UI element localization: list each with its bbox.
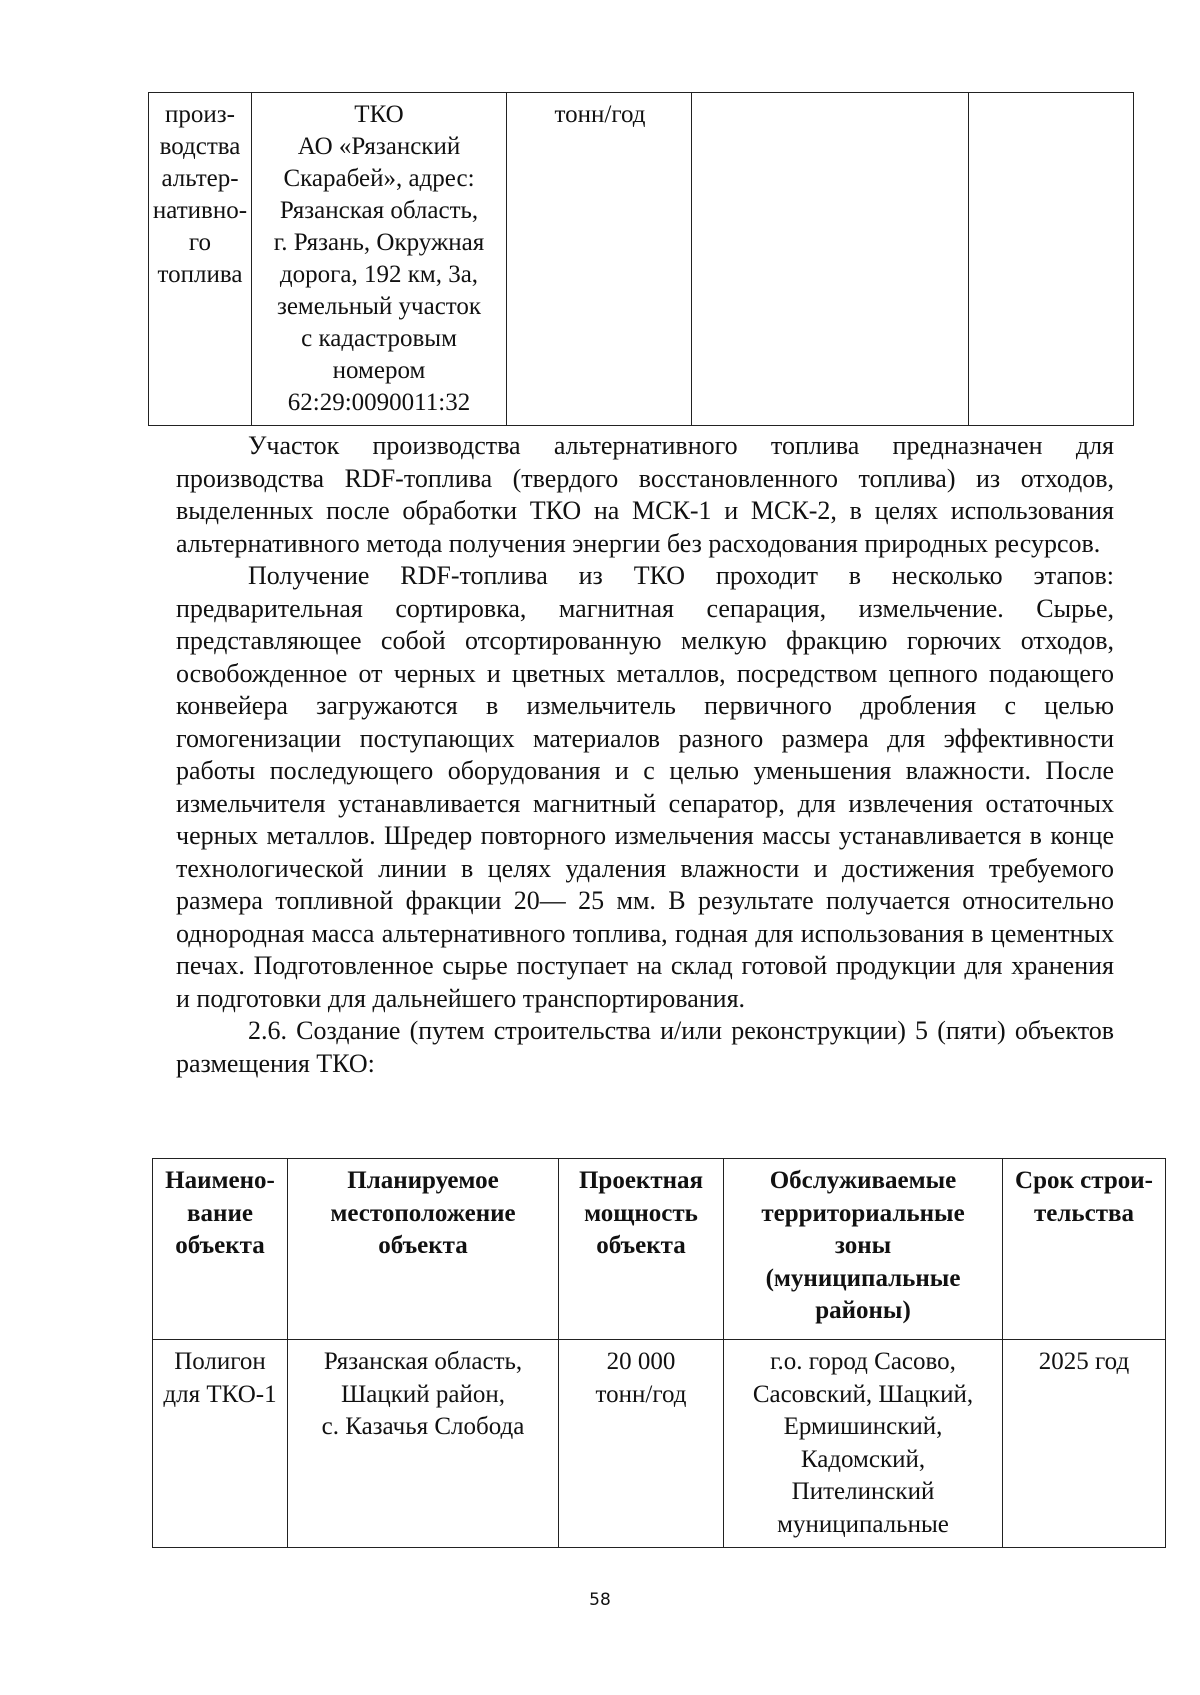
header-text: Обслуживаемые — [769, 1167, 957, 1194]
header-text: мощность — [584, 1199, 698, 1227]
cell-text: Шацкий район, — [341, 1380, 505, 1408]
cell-text: нативно- — [152, 197, 248, 224]
cell-text: го — [188, 229, 212, 256]
cell-text: топлива — [157, 261, 243, 288]
cell-text: дорога, 192 км, 3а, — [279, 261, 479, 288]
empty-cell — [692, 93, 969, 426]
page-number: 58 — [589, 1590, 611, 1610]
header-text: (муниципальные — [765, 1264, 961, 1292]
body-text — [176, 430, 1114, 1080]
empty-cell — [969, 93, 1134, 426]
object-term-cell — [1003, 1340, 1166, 1548]
header-text: объекта — [596, 1232, 686, 1259]
location-cell — [252, 93, 507, 426]
cell-text: Ермишинский, — [783, 1413, 943, 1440]
header-text: территориальные — [761, 1199, 965, 1227]
header-service-zones — [724, 1159, 1003, 1340]
capacity-cell: тонн/год — [507, 93, 692, 426]
header-text: тельства — [1034, 1199, 1134, 1227]
header-object-name — [153, 1159, 288, 1340]
cell-text: АО «Рязанский — [297, 133, 461, 160]
header-capacity — [559, 1159, 724, 1340]
object-zones-cell — [724, 1340, 1003, 1548]
table-row — [149, 93, 1134, 426]
cell-text: с кадастровым — [301, 325, 457, 352]
cell-text: земельный участок — [276, 293, 482, 320]
header-text: зоны — [834, 1232, 892, 1259]
cell-text: Сасовский, Шацкий, — [752, 1380, 974, 1408]
header-text: Планируемое — [347, 1167, 499, 1194]
cell-text: Кадомский, — [800, 1445, 926, 1473]
header-construction-term — [1003, 1159, 1166, 1340]
object-capacity-cell — [559, 1340, 724, 1548]
cell-text: водства — [159, 133, 241, 160]
paragraph-rdf-process: Получение RDF-топлива из ТКО проходит в несколько этапов: предварительная сортировка, магнитная сепарация, измельчение. Сырье, представляющее собой отсортированную мелкую фракцию горючих отходов, освобожденное от черных и цветных металлов, посредством цепного подающего конвейера загружаются в измельчитель первичного дробления с целью гомогенизации поступающих материалов разного размера для эффективности работы последующего оборудования и с целью уменьшения влажности. После измельчителя устанавливается магнитный сепаратор, для извлечения остаточных черных металлов. Шредер повторного измельчения массы устанавливается в конце технологической линии в целях удаления влажности и достижения требуемого размера топливной фракции 20— 25 мм. В результате получается относительно однородная масса альтернативного топлива, годная для использования в цементных печах. Подготовленное сырье поступает на склад готовой продукции для хранения и подготовки для дальнейшего транспортирования. — [176, 561, 1114, 1013]
cell-text: 62:29:0090011:32 — [287, 389, 471, 416]
table-header-row — [153, 1159, 1166, 1340]
header-text: местоположение — [330, 1199, 516, 1227]
cell-text: для ТКО-1 — [163, 1380, 277, 1408]
facility-type-cell — [149, 93, 252, 426]
header-text: Наимено- — [165, 1167, 275, 1194]
header-text: Срок строи- — [1015, 1167, 1153, 1194]
cell-text: номером — [332, 357, 426, 384]
cell-text: 2025 год — [1038, 1348, 1130, 1375]
cell-text: Скарабей», адрес: — [283, 165, 475, 192]
cell-text: Полигон — [174, 1348, 266, 1375]
header-text: районы) — [815, 1297, 911, 1324]
header-text: объекта — [378, 1232, 468, 1259]
cell-text: Рязанская область, — [279, 197, 479, 224]
objects-table — [152, 1158, 1166, 1548]
cell-text: альтер- — [161, 165, 239, 192]
continuation-table — [148, 92, 1134, 426]
header-text: Проектная — [578, 1167, 704, 1194]
paragraph-section-2-6: 2.6. Создание (путем строительства и/или реконструкции) 5 (пяти) объектов размещения ТКО: — [176, 1016, 1114, 1078]
cell-text: г. Рязань, Окружная — [273, 229, 485, 256]
header-location — [288, 1159, 559, 1340]
header-text: объекта — [175, 1232, 265, 1259]
object-name-cell — [153, 1340, 288, 1548]
table-row — [153, 1340, 1166, 1548]
cell-text: г.о. город Сасово, — [770, 1348, 956, 1375]
cell-text: произ- — [165, 101, 235, 128]
header-text: вание — [187, 1199, 253, 1227]
cell-text: с. Казачья Слобода — [321, 1413, 525, 1440]
cell-text: тонн/год — [595, 1380, 687, 1408]
cell-text: Пителинский — [791, 1478, 935, 1505]
object-location-cell — [288, 1340, 559, 1548]
cell-text: 20 000 — [606, 1348, 676, 1375]
paragraph-rdf-purpose: Участок производства альтернативного топлива предназначен для производства RDF-топлива (твердого восстановленного топлива) из отходов, выделенных после обработки ТКО на МСК-1 и МСК-2, в целях использования альтернативного метода получения энергии без расходования природных ресурсов. — [176, 431, 1114, 558]
cell-text: муниципальные — [777, 1510, 949, 1538]
cell-text: Рязанская область, — [323, 1348, 523, 1375]
cell-text: ТКО — [354, 101, 404, 128]
